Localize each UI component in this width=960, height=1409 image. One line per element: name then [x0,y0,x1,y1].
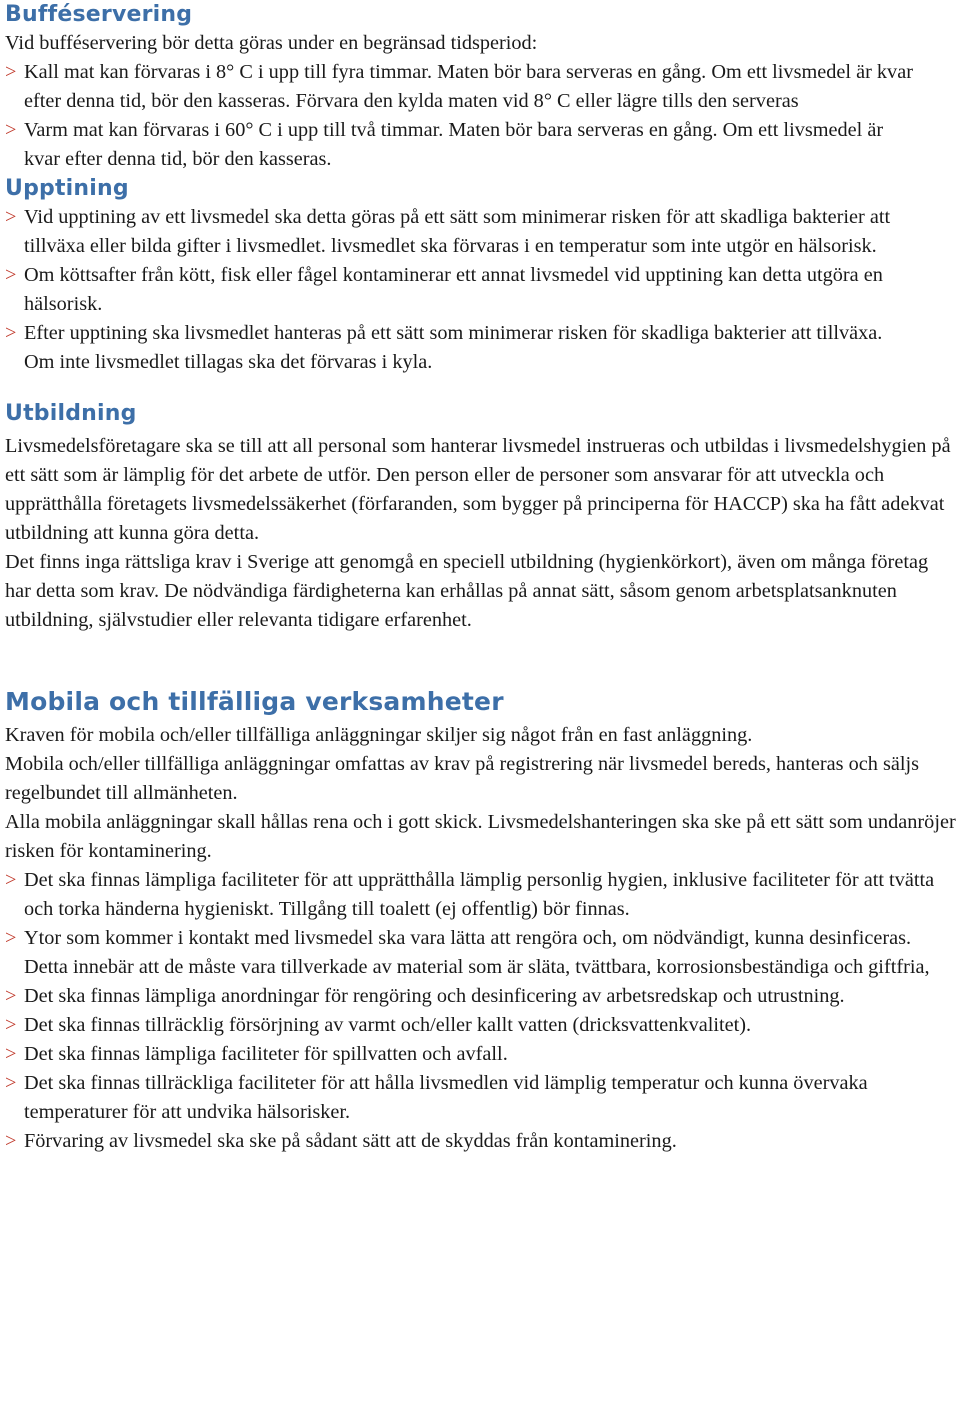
bullet-text: Ytor som kommer i kontakt med livsmedel ska vara lätta att rengöra och, om nödvändigt, kunna desinficeras. Detta innebär att de måste vara tillverkade av material som är släta, tvättbara, korrosionsbeständiga och giftfria, [24,927,930,978]
mobila-paragraph: Mobila och/eller tillfälliga anläggningar omfattas av krav på registrering när livsmedel bereds, hanteras och säljs regelbundet till allmänheten. [5,753,920,804]
section-heading-upptining: Upptining [5,176,129,201]
section-heading-mobila: Mobila och tillfälliga verksamheter [5,687,504,716]
mobila-bullet [5,982,944,1011]
upptining-bullet [5,261,954,319]
mobila-paragraph: Alla mobila anläggningar skall hållas rena och i gott skick. Livsmedelshanteringen ska ske på ett sätt som undanröjer risken för kontaminering. [5,811,956,862]
upptining-bullet [5,319,904,377]
bullet-text: Om köttsafter från kött, fisk eller fågel kontaminerar ett annat livsmedel vid upptining kan detta utgöra en hälsorisk. [24,264,883,315]
bullet-marker: > [5,985,17,1007]
mobila-bullet [5,1040,944,1069]
bullet-text: Efter upptining ska livsmedlet hanteras på ett sätt som minimerar risken för skadliga bakterier att tillväxa. Om inte livsmedlet tillagas ska det förvaras i kyla. [24,322,883,373]
bullet-marker: > [5,119,17,141]
bullet-marker: > [5,206,17,228]
mobila-bullet [5,866,954,924]
bullet-marker: > [5,264,17,286]
bullet-text: Kall mat kan förvaras i 8° C i upp till fyra timmar. Maten bör bara serveras en gång. Om ett livsmedel är kvar efter denna tid, bör den kasseras. Förvara den kylda maten vid 8° C eller lägre tills den serveras [24,61,913,112]
bullet-text: Vid upptining av ett livsmedel ska detta göras på ett sätt som minimerar risken för att skadliga bakterier att tillväxa eller bilda gifter i livsmedlet. livsmedlet ska förvaras i en temperatur som inte utgör en hälsorisk. [24,206,891,257]
document-page [5,0,960,1156]
bullet-marker: > [5,869,17,891]
mobila-bullet [5,1069,924,1127]
mobila-bullet [5,1011,960,1040]
bullet-marker: > [5,927,17,949]
buffe-bullet [5,116,904,174]
bullet-text: Det ska finnas tillräcklig försörjning av varmt och/eller kallt vatten (dricksvattenkvalitet). [24,1014,752,1036]
bullet-text: Det ska finnas lämpliga faciliteter för spillvatten och avfall. [24,1043,508,1065]
bullet-text: Det ska finnas lämpliga anordningar för rengöring och desinficering av arbetsredskap och utrustning. [24,985,845,1007]
section-heading-buffeservering: Bufféservering [5,2,193,27]
buffe-bullet [5,58,930,116]
bullet-marker: > [5,1072,17,1094]
utbildning-paragraph: Det finns inga rättsliga krav i Sverige att genomgå en speciell utbildning (hygienkörkort), även om många företag har detta som krav. De nödvändiga färdigheterna kan erhållas på annat sätt, såsom genom arbetsplatsanknuten utbildning, självstudier eller relevanta tidigare erfarenhet. [5,551,929,631]
bullet-text: Förvaring av livsmedel ska ske på sådant sätt att de skyddas från kontaminering. [24,1130,677,1152]
upptining-bullet [5,203,934,261]
section-heading-utbildning: Utbildning [5,401,137,426]
mobila-bullet [5,924,934,982]
bullet-marker: > [5,1043,17,1065]
mobila-paragraph: Kraven för mobila och/eller tillfälliga anläggningar skiljer sig något från en fast anläggning. [5,724,753,746]
bullet-marker: > [5,1130,17,1152]
bullet-marker: > [5,1014,17,1036]
bullet-text: Det ska finnas tillräckliga faciliteter för att hålla livsmedlen vid lämplig temperatur och kunna övervaka temperaturer för att undvika hälsorisker. [24,1072,868,1123]
bullet-text: Det ska finnas lämpliga faciliteter för att upprätthålla lämplig personlig hygien, inklusive faciliteter för att tvätta och torka händerna hygieniskt. Tillgång till toalett (ej offentlig) bör finnas. [24,869,935,920]
bullet-text: Varm mat kan förvaras i 60° C i upp till två timmar. Maten bör bara serveras en gång. Om ett livsmedel är kvar efter denna tid, bör den kasseras. [24,119,884,170]
bullet-marker: > [5,322,17,344]
utbildning-paragraph: Livsmedelsföretagare ska se till att all personal som hanterar livsmedel instrueras och utbildas i livsmedelshygien på ett sätt som är lämplig för det arbete de utför. Den person eller de personer som ansvarar för att utveckla och upprätthålla företagets livsmedelssäkerhet (förfaranden, som bygger på principerna för HACCP) ska ha fått adekvat utbildning att kunna göra detta. [5,435,951,544]
mobila-bullet [5,1127,944,1156]
bullet-marker: > [5,61,17,83]
buffe-intro: Vid bufféservering bör detta göras under en begränsad tidsperiod: [5,32,538,54]
